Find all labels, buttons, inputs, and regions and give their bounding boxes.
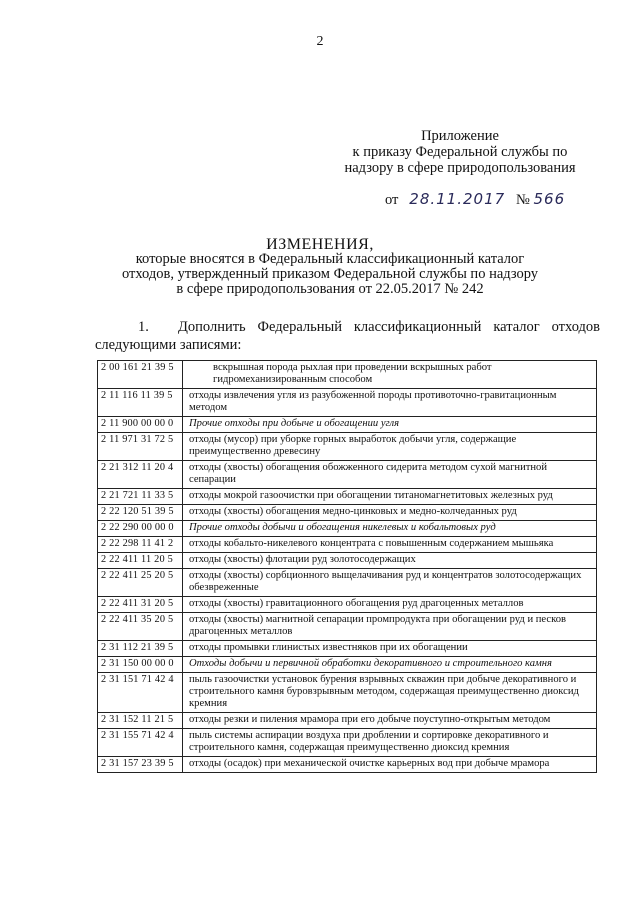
- waste-name-cell: отходы (мусор) при уборке горных выработок добычи угля, содержащие преимущественно древесину: [183, 433, 597, 461]
- waste-code-cell: 2 31 155 71 42 4: [98, 729, 183, 757]
- table-row: [98, 505, 597, 521]
- waste-code-cell: 2 22 290 00 00 0: [98, 521, 183, 537]
- waste-name-cell: пыль системы аспирации воздуха при дроблении и сортировке декоративного и строительного камня, содержащая преимущественно диоксид кремния: [183, 729, 597, 757]
- waste-name-cell: Прочие отходы при добыче и обогащении угля: [183, 417, 597, 433]
- table-row: [98, 713, 597, 729]
- waste-code-cell: 2 11 900 00 00 0: [98, 417, 183, 433]
- waste-code-cell: 2 31 150 00 00 0: [98, 657, 183, 673]
- page-number: 2: [316, 34, 324, 49]
- waste-code-cell: 2 21 312 11 20 4: [98, 461, 183, 489]
- waste-name-cell: отходы кобальто-никелевого концентрата с повышенным содержанием мышьяка: [183, 537, 597, 553]
- order-line: [385, 190, 565, 209]
- waste-code-cell: 2 21 721 11 33 5: [98, 489, 183, 505]
- changes-subtitle: которые вносятся в Федеральный классификационный каталог отходов, утвержденный приказом Федеральной службы по надзору в сфере природопользования от 22.05.2017 № 242: [121, 251, 539, 297]
- waste-name-cell: вскрышная порода рыхлая при проведении вскрышных работ гидромеханизированным способом: [183, 361, 597, 389]
- waste-name-cell: отходы (хвосты) флотации руд золотосодержащих: [183, 553, 597, 569]
- order-date: 28.11.2017: [409, 190, 506, 208]
- waste-name-cell: отходы (хвосты) обогащения обожженного сидерита методом сухой магнитной сепарации: [183, 461, 597, 489]
- waste-catalog-table: [97, 360, 597, 773]
- table-row: [98, 433, 597, 461]
- waste-name-cell: Отходы добычи и первичной обработки декоративного и строительного камня: [183, 657, 597, 673]
- appendix-title: Приложение: [421, 128, 499, 144]
- order-prefix: от: [385, 192, 399, 208]
- table-row: [98, 521, 597, 537]
- table-row: [98, 417, 597, 433]
- waste-code-cell: 2 22 120 51 39 5: [98, 505, 183, 521]
- table-row: [98, 537, 597, 553]
- waste-name-cell: отходы (хвосты) гравитационного обогащения руд драгоценных металлов: [183, 597, 597, 613]
- table-row: [98, 657, 597, 673]
- waste-name-cell: отходы (хвосты) обогащения медно-цинковых и медно-колчеданных руд: [183, 505, 597, 521]
- table-row: [98, 489, 597, 505]
- waste-code-cell: 2 22 411 25 20 5: [98, 569, 183, 597]
- waste-code-cell: 2 11 971 31 72 5: [98, 433, 183, 461]
- table-row: [98, 597, 597, 613]
- paragraph-text: Дополнить Федеральный классификационный каталог отходов следующими записями:: [95, 319, 600, 353]
- table-row: [98, 673, 597, 713]
- waste-code-cell: 2 11 116 11 39 5: [98, 389, 183, 417]
- waste-code-cell: 2 22 411 35 20 5: [98, 613, 183, 641]
- changes-title: ИЗМЕНЕНИЯ,: [266, 236, 374, 253]
- appendix-line: надзору в сфере природопользования: [344, 160, 576, 176]
- waste-name-cell: отходы (хвосты) магнитной сепарации промпродукта при обогащении руд и песков драгоценных металлов: [183, 613, 597, 641]
- table-row: [98, 613, 597, 641]
- paragraph-1: [95, 318, 600, 354]
- waste-name-cell: пыль газоочистки установок бурения взрывных скважин при добыче декоративного и строительного камня буровзрывным методом, содержащая преимущественно диоксид кремния: [183, 673, 597, 713]
- table-row: [98, 461, 597, 489]
- table-row: [98, 361, 597, 389]
- waste-code-cell: 2 31 151 71 42 4: [98, 673, 183, 713]
- waste-name-cell: отходы мокрой газоочистки при обогащении титаномагнетитовых железных руд: [183, 489, 597, 505]
- table-row: [98, 729, 597, 757]
- waste-code-cell: 2 22 411 11 20 5: [98, 553, 183, 569]
- waste-code-cell: 2 22 298 11 41 2: [98, 537, 183, 553]
- table-row: [98, 757, 597, 773]
- appendix-line: к приказу Федеральной службы по: [352, 144, 568, 160]
- waste-name-cell: Прочие отходы добычи и обогащения никелевых и кобальтовых руд: [183, 521, 597, 537]
- waste-code-cell: 2 31 112 21 39 5: [98, 641, 183, 657]
- waste-name-cell: отходы (осадок) при механической очистке карьерных вод при добыче мрамора: [183, 757, 597, 773]
- waste-name-cell: отходы резки и пиления мрамора при его добыче поуступно-открытым методом: [183, 713, 597, 729]
- table-row: [98, 389, 597, 417]
- order-number: 566: [533, 190, 566, 208]
- appendix-header: [330, 128, 590, 176]
- table-row: [98, 641, 597, 657]
- paragraph-number: 1.: [138, 319, 149, 335]
- table-row: [98, 553, 597, 569]
- waste-name-cell: отходы (хвосты) сорбционного выщелачивания руд и концентратов золотосодержащих обезвреженные: [183, 569, 597, 597]
- order-number-sign: №: [516, 192, 530, 208]
- waste-code-cell: 2 31 152 11 21 5: [98, 713, 183, 729]
- waste-code-cell: 2 22 411 31 20 5: [98, 597, 183, 613]
- waste-code-cell: 2 00 161 21 39 5: [98, 361, 183, 389]
- waste-name-cell: отходы извлечения угля из разубоженной породы противоточно-гравитационным методом: [183, 389, 597, 417]
- waste-code-cell: 2 31 157 23 39 5: [98, 757, 183, 773]
- waste-name-cell: отходы промывки глинистых известняков при их обогащении: [183, 641, 597, 657]
- table-row: [98, 569, 597, 597]
